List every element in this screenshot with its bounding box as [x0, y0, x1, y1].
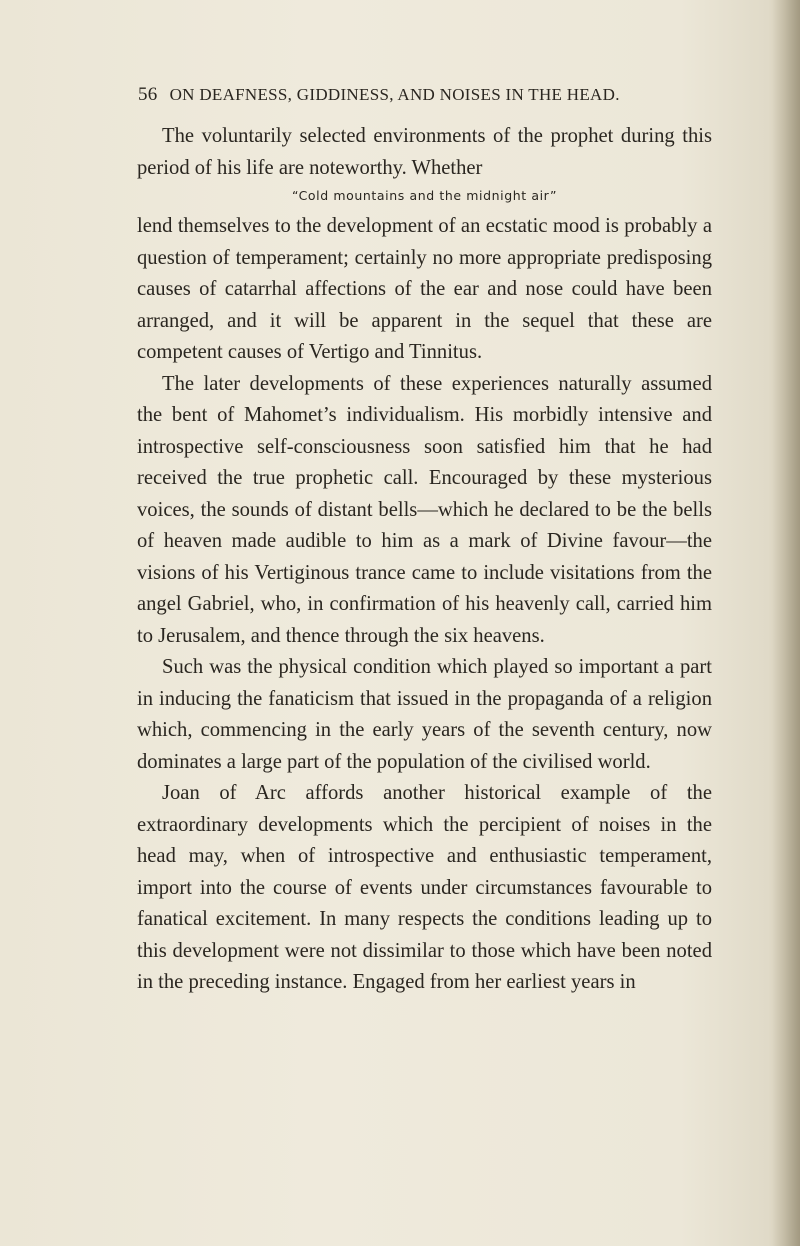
page-number: 56	[138, 84, 158, 105]
body-text	[137, 121, 712, 999]
block-quote: “Cold mountains and the midnight air”	[291, 188, 558, 203]
running-title: ON DEAFNESS, GIDDINESS, AND NOISES IN THE HEAD.	[169, 85, 620, 104]
paragraph-3: Such was the physical condition which played so important a part in inducing the fanaticism that issued in the propaganda of a religion which, commencing in the early years of the seventh century, now dominates a large part of the population of the civilised world.	[137, 656, 712, 773]
paragraph-4: Joan of Arc affords another historical example of the extraordinary developments which the percipient of noises in the head may, when of introspective and enthusiastic temperament, import into the course of events under circumstances favourable to fanatical excitement. In many respects the conditions leading up to this development were not dissimilar to those which have been noted in the preceding instance. Engaged from her earliest years in	[137, 782, 712, 993]
page-edge-shadow	[772, 0, 800, 1246]
paragraph-2: The later developments of these experiences naturally assumed the bent of Mahomet’s individualism. His morbidly intensive and introspective self-consciousness soon satisfied him that he had received the true prophetic call. Encouraged by these mysterious voices, the sounds of distant bells—which he declared to be the bells of heaven made audible to him as a mark of Divine favour—the visions of his Vertiginous trance came to include visitations from the angel Gabriel, who, in confirmation of his heavenly call, carried him to Jerusalem, and thence through the six heavens.	[137, 372, 712, 647]
paragraph-1: The voluntarily selected environments of the prophet during this period of his life are noteworthy. Whether	[137, 125, 712, 179]
running-header	[138, 84, 698, 106]
paragraph-1-continued: lend themselves to the development of an ecstatic mood is probably a question of temperament; certainly no more appropriate predisposing causes of catarrhal affections of the ear and nose could have been arranged, and it will be apparent in the sequel that these are competent causes of Vertigo and Tinnitus.	[137, 215, 712, 363]
